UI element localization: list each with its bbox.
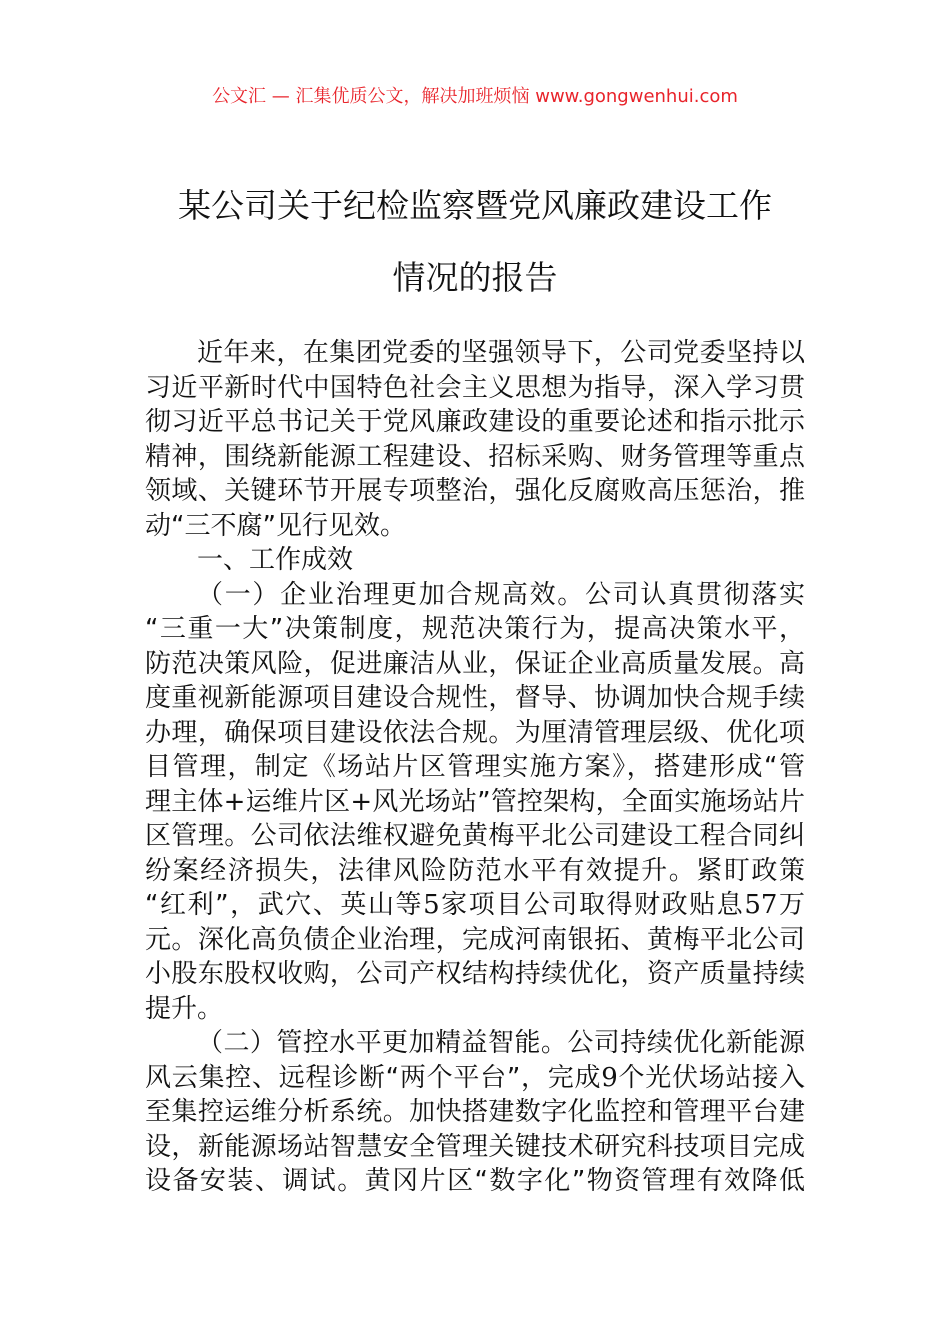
- para1-line-1: （一）企业治理更加合规高效。公司认真贯彻落实: [197, 579, 805, 610]
- header-text: 公文汇 — 汇集优质公文，解决加班烦恼 www.gongwenhui.com: [212, 86, 738, 107]
- intro-line-4: 精神，围绕新能源工程建设、招标采购、财务管理等重点: [145, 441, 805, 472]
- para1-line-7: 理主体+运维片区+风光场站”管控架构，全面实施场站片: [145, 786, 805, 817]
- para1-line-2: “三重一大”决策制度，规范决策行为，提高决策水平，: [145, 614, 805, 644]
- subsidy-amount: 57: [744, 890, 778, 920]
- para1-line-10-part-b: 家项目公司取得财政贴息: [439, 890, 745, 920]
- para1-line-10-part-c: 万: [777, 890, 805, 920]
- para1-line-10-part-a: “红利”，武穴、英山等: [145, 890, 424, 920]
- para1-line-4: 度重视新能源项目建设合规性，督导、协调加快合规手续: [145, 683, 805, 713]
- intro-line-5: 领域、关键环节开展专项整治，强化反腐败高压惩治，推: [145, 476, 805, 506]
- para2-line-4: 设，新能源场站智慧安全管理关键技术研究科技项目完成: [145, 1131, 805, 1162]
- para2-line-3: 至集控运维分析系统。加快搭建数字化监控和管理平台建: [145, 1097, 805, 1127]
- para1-line-10: [145, 888, 805, 923]
- para1-line-3: 防范决策风险，促进廉洁从业，保证企业高质量发展。高: [145, 648, 805, 679]
- header-banner: [0, 84, 950, 110]
- title-line-1: 某公司关于纪检监察暨党风廉政建设工作: [178, 186, 772, 225]
- para1-line-8: 区管理。公司依法维权避免黄梅平北公司建设工程合同纠: [145, 821, 805, 851]
- para2-line-2-part-a: 风云集控、远程诊断“两个平台”，完成: [145, 1062, 602, 1093]
- para1-line-11: 元。深化高负债企业治理，完成河南银拓、黄梅平北公司: [145, 924, 805, 955]
- section-heading: 一、工作成效: [197, 545, 354, 575]
- intro-line-1: 近年来，在集团党委的坚强领导下，公司党委坚持以: [197, 338, 805, 368]
- para2-line-2: [145, 1061, 805, 1096]
- para1-line-6: 目管理，制定《场站片区管理实施方案》，搭建形成“管: [145, 752, 805, 782]
- title-line-2: 情况的报告: [392, 258, 558, 297]
- para1-line-9: 纷案经济损失，法律风险防范水平有效提升。紧盯政策: [145, 855, 805, 886]
- intro-line-6: 动“三不腐”见行见效。: [145, 510, 406, 541]
- document-title: [110, 170, 840, 314]
- intro-line-3: 彻习近平总书记关于党风廉政建设的重要论述和指示批示: [145, 407, 805, 437]
- intro-line-2: 习近平新时代中国特色社会主义思想为指导，深入学习贯: [145, 372, 805, 403]
- para1-line-12: 小股东股权收购，公司产权结构持续优化，资产质量持续: [145, 959, 805, 989]
- para1-line-13: 提升。: [145, 993, 224, 1024]
- intro-paragraph: [145, 336, 805, 543]
- project-count: 5: [423, 890, 440, 920]
- para2-line-1: （二）管控水平更加精益智能。公司持续优化新能源: [197, 1028, 805, 1058]
- paragraph-1: [145, 578, 805, 1027]
- document-body: [145, 336, 805, 1199]
- para1-line-5: 办理，确保项目建设依法合规。为厘清管理层级、优化项: [145, 717, 805, 748]
- para2-line-5: 设备安装、调试。黄冈片区“数字化”物资管理有效降低: [145, 1166, 805, 1196]
- paragraph-2: [145, 1026, 805, 1199]
- para2-line-2-part-b: 个光伏场站接入: [617, 1062, 805, 1093]
- station-count: 9: [601, 1062, 618, 1093]
